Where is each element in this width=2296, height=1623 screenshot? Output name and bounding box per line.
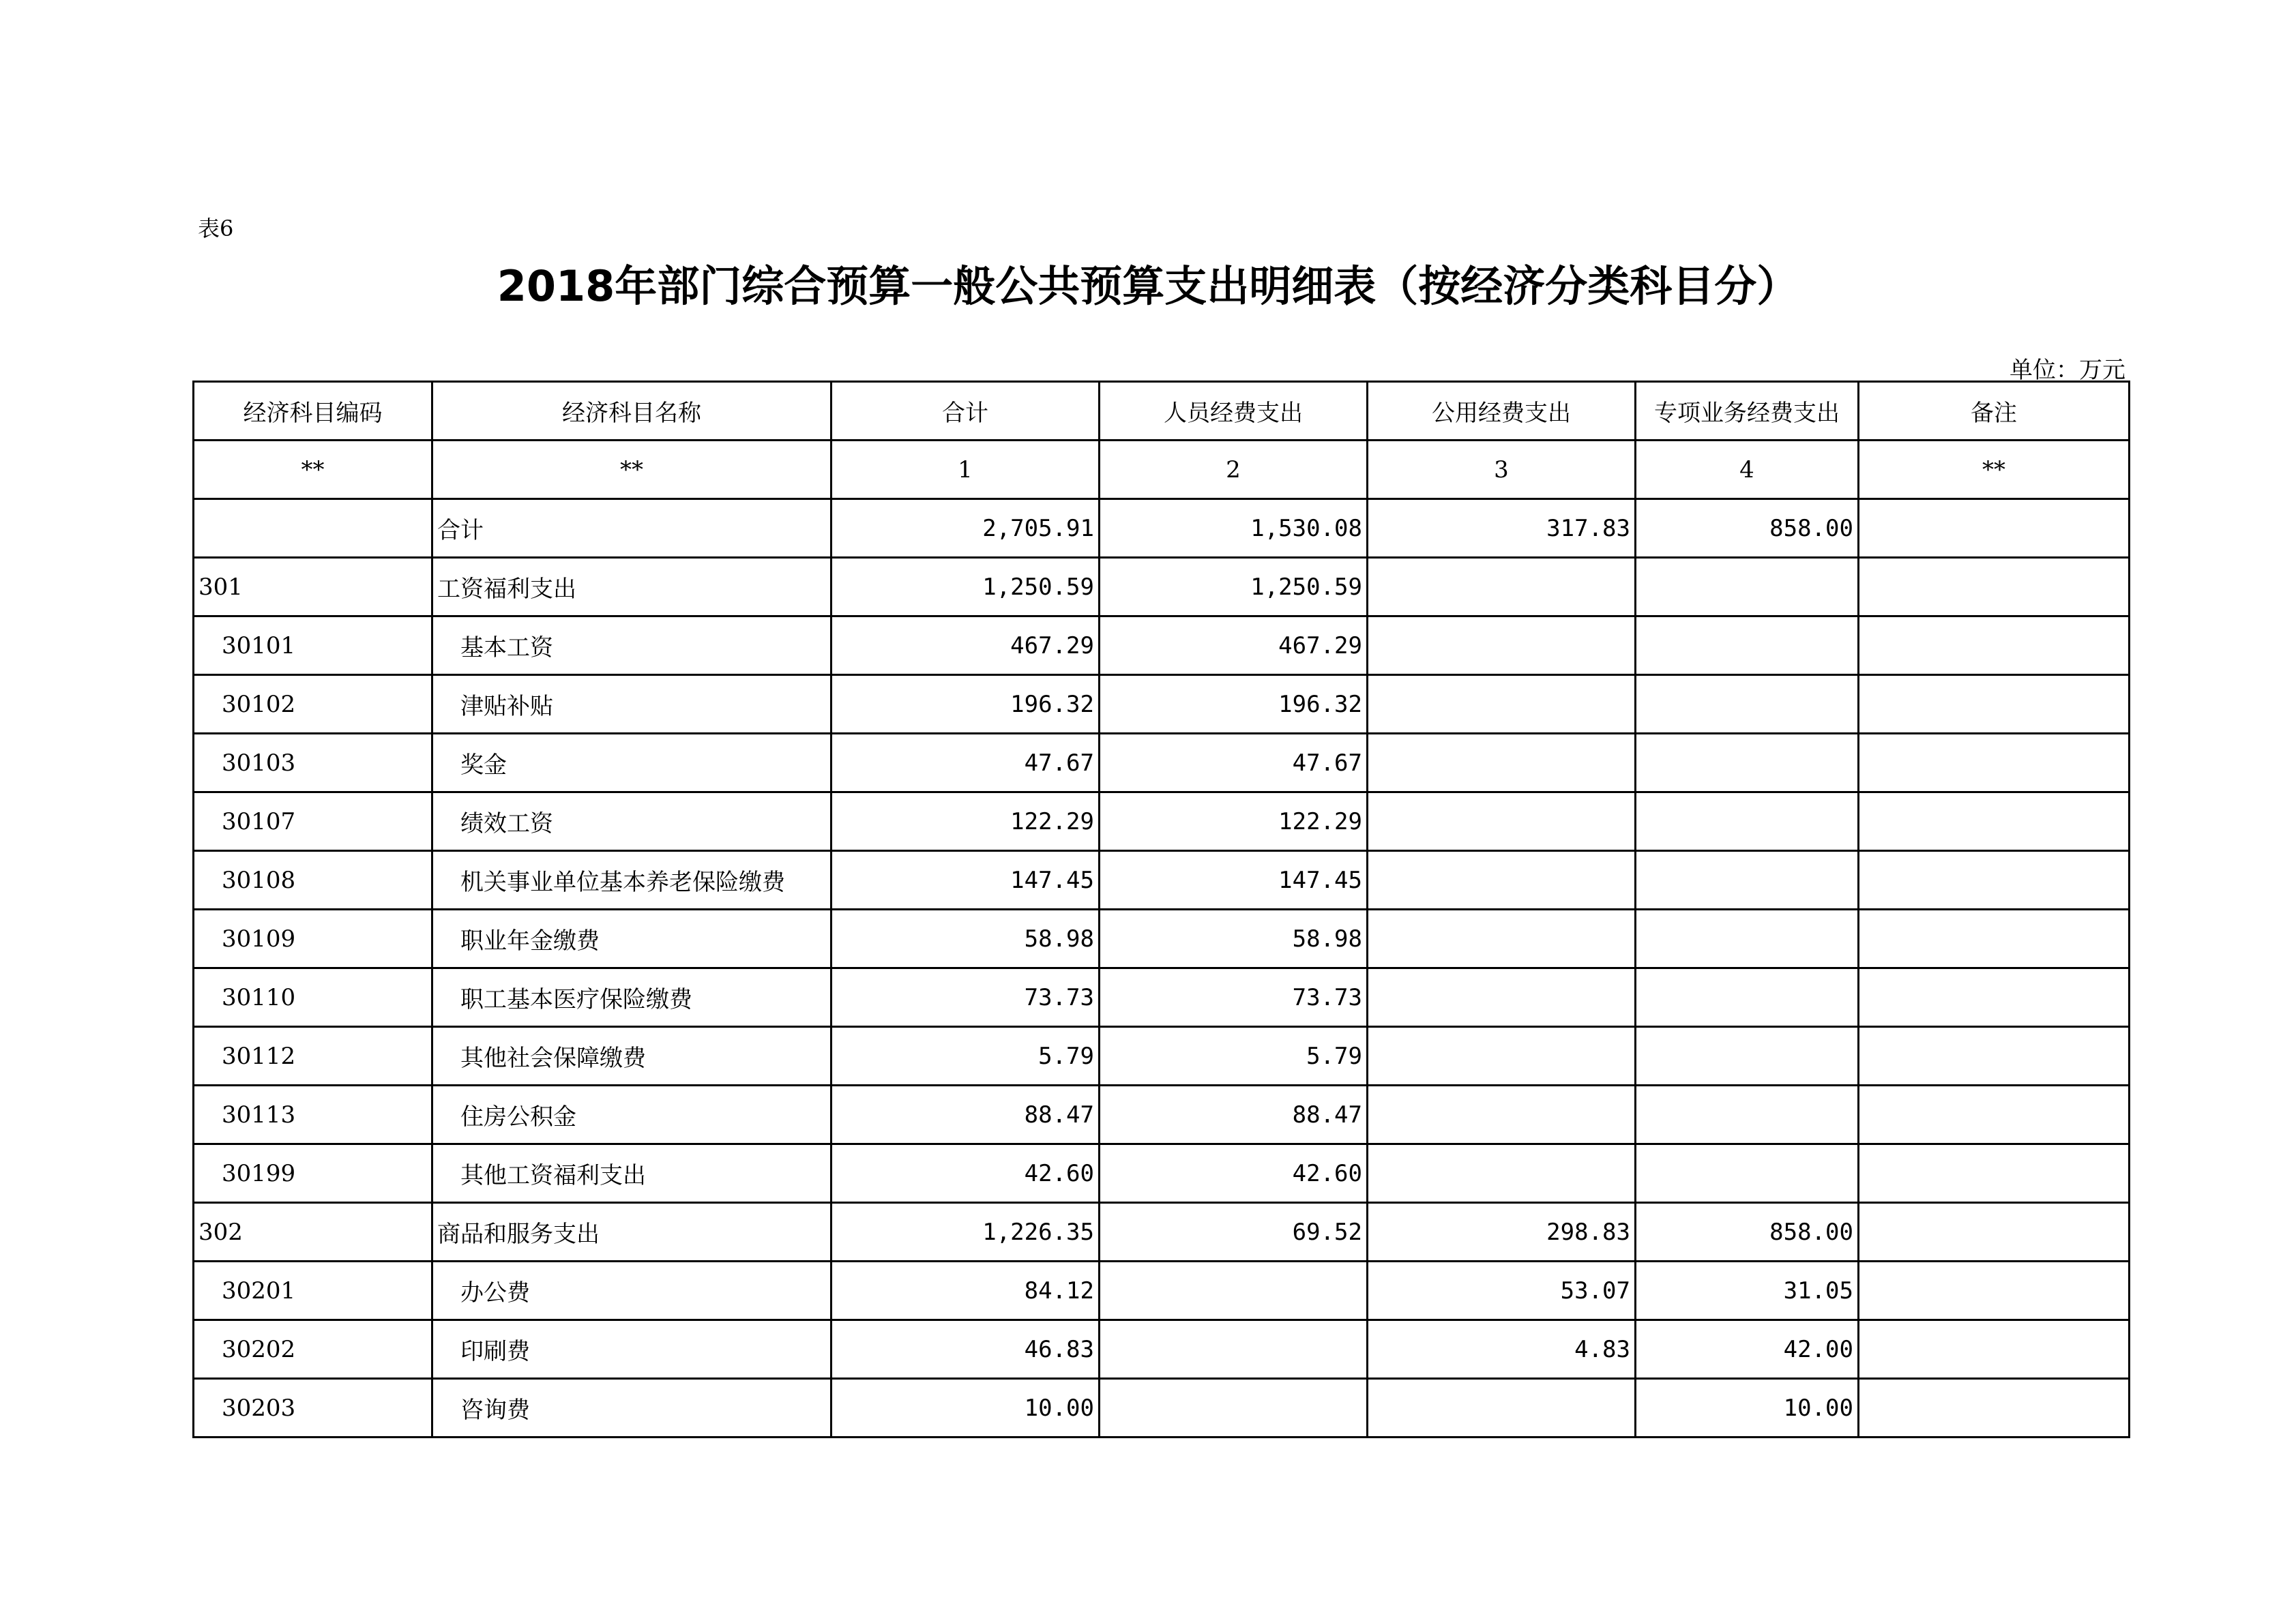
cell-name: 职工基本医疗保险缴费 [432, 968, 831, 1027]
cell-code: 302 [194, 1203, 432, 1262]
cell-personnel [1100, 1262, 1368, 1320]
cell-personnel: 88.47 [1100, 1086, 1368, 1144]
table-row [194, 792, 2130, 851]
cell-personnel: 196.32 [1100, 675, 1368, 734]
table-body [194, 441, 2130, 1438]
cell-name: 合计 [432, 499, 831, 558]
cell-special: 31.05 [1636, 1262, 1859, 1320]
cell-public [1368, 734, 1636, 792]
cell-public: 53.07 [1368, 1262, 1636, 1320]
cell-code: 301 [194, 558, 432, 616]
cell-note [1859, 1320, 2130, 1379]
cell-public [1368, 1027, 1636, 1086]
cell-note [1859, 1203, 2130, 1262]
cell-name: 其他工资福利支出 [432, 1144, 831, 1203]
cell-special [1636, 616, 1859, 675]
cell-special [1636, 558, 1859, 616]
cell-total: 5.79 [831, 1027, 1100, 1086]
cell-special [1636, 851, 1859, 910]
cell-public [1368, 1144, 1636, 1203]
cell-code: 30103 [194, 734, 432, 792]
index-cell: ** [432, 441, 831, 499]
table-row [194, 1320, 2130, 1379]
table-row [194, 1086, 2130, 1144]
cell-note [1859, 499, 2130, 558]
cell-public [1368, 1086, 1636, 1144]
cell-public [1368, 675, 1636, 734]
cell-special: 10.00 [1636, 1379, 1859, 1438]
cell-total: 1,250.59 [831, 558, 1100, 616]
cell-note [1859, 968, 2130, 1027]
cell-note [1859, 851, 2130, 910]
header-total: 合计 [831, 382, 1100, 441]
index-row [194, 441, 2130, 499]
cell-name: 基本工资 [432, 616, 831, 675]
cell-personnel: 1,250.59 [1100, 558, 1368, 616]
cell-note [1859, 1027, 2130, 1086]
cell-total: 73.73 [831, 968, 1100, 1027]
cell-personnel: 122.29 [1100, 792, 1368, 851]
budget-table [192, 381, 2130, 1438]
cell-total: 42.60 [831, 1144, 1100, 1203]
page-title: 2018年部门综合预算一般公共预算支出明细表（按经济分类科目分） [497, 261, 1799, 311]
header-public: 公用经费支出 [1368, 382, 1636, 441]
table-row [194, 675, 2130, 734]
cell-public [1368, 558, 1636, 616]
cell-personnel [1100, 1379, 1368, 1438]
cell-name: 办公费 [432, 1262, 831, 1320]
header-name: 经济科目名称 [432, 382, 831, 441]
cell-total: 147.45 [831, 851, 1100, 910]
cell-code: 30110 [194, 968, 432, 1027]
index-cell: 3 [1368, 441, 1636, 499]
cell-personnel: 47.67 [1100, 734, 1368, 792]
index-cell: 1 [831, 441, 1100, 499]
cell-code: 30109 [194, 910, 432, 968]
cell-personnel: 69.52 [1100, 1203, 1368, 1262]
cell-code: 30108 [194, 851, 432, 910]
header-row [194, 382, 2130, 441]
cell-total: 47.67 [831, 734, 1100, 792]
cell-personnel: 5.79 [1100, 1027, 1368, 1086]
cell-code: 30202 [194, 1320, 432, 1379]
cell-personnel: 42.60 [1100, 1144, 1368, 1203]
cell-name: 咨询费 [432, 1379, 831, 1438]
cell-special [1636, 1086, 1859, 1144]
cell-note [1859, 1086, 2130, 1144]
table-row [194, 968, 2130, 1027]
cell-total: 88.47 [831, 1086, 1100, 1144]
cell-code: 30203 [194, 1379, 432, 1438]
cell-name: 津贴补贴 [432, 675, 831, 734]
table-label: 表6 [198, 215, 234, 241]
cell-total: 84.12 [831, 1262, 1100, 1320]
cell-total: 122.29 [831, 792, 1100, 851]
cell-code: 30199 [194, 1144, 432, 1203]
cell-public [1368, 1379, 1636, 1438]
index-cell: 2 [1100, 441, 1368, 499]
cell-total: 10.00 [831, 1379, 1100, 1438]
table-row [194, 499, 2130, 558]
index-cell: ** [194, 441, 432, 499]
table-row [194, 851, 2130, 910]
index-cell: ** [1859, 441, 2130, 499]
table-row [194, 1203, 2130, 1262]
header-code: 经济科目编码 [194, 382, 432, 441]
cell-special [1636, 1144, 1859, 1203]
cell-public: 298.83 [1368, 1203, 1636, 1262]
table-row [194, 910, 2130, 968]
table-row [194, 1379, 2130, 1438]
cell-public: 317.83 [1368, 499, 1636, 558]
unit-label: 单位：万元 [2010, 357, 2125, 384]
cell-personnel: 1,530.08 [1100, 499, 1368, 558]
cell-personnel: 467.29 [1100, 616, 1368, 675]
cell-note [1859, 558, 2130, 616]
cell-name: 商品和服务支出 [432, 1203, 831, 1262]
cell-personnel: 73.73 [1100, 968, 1368, 1027]
cell-special [1636, 675, 1859, 734]
header-note: 备注 [1859, 382, 2130, 441]
cell-name: 绩效工资 [432, 792, 831, 851]
index-cell: 4 [1636, 441, 1859, 499]
table-row [194, 616, 2130, 675]
cell-special [1636, 1027, 1859, 1086]
cell-special [1636, 734, 1859, 792]
cell-total: 58.98 [831, 910, 1100, 968]
cell-public [1368, 792, 1636, 851]
cell-name: 住房公积金 [432, 1086, 831, 1144]
cell-personnel: 58.98 [1100, 910, 1368, 968]
cell-code: 30107 [194, 792, 432, 851]
table-row [194, 558, 2130, 616]
table-row [194, 1144, 2130, 1203]
cell-special: 858.00 [1636, 1203, 1859, 1262]
cell-note [1859, 1379, 2130, 1438]
cell-name: 机关事业单位基本养老保险缴费 [432, 851, 831, 910]
cell-total: 1,226.35 [831, 1203, 1100, 1262]
header-special: 专项业务经费支出 [1636, 382, 1859, 441]
cell-code [194, 499, 432, 558]
cell-total: 196.32 [831, 675, 1100, 734]
table-row [194, 734, 2130, 792]
cell-code: 30113 [194, 1086, 432, 1144]
cell-public [1368, 851, 1636, 910]
cell-note [1859, 616, 2130, 675]
cell-name: 职业年金缴费 [432, 910, 831, 968]
cell-special [1636, 792, 1859, 851]
cell-public: 4.83 [1368, 1320, 1636, 1379]
cell-public [1368, 910, 1636, 968]
cell-code: 30201 [194, 1262, 432, 1320]
cell-special [1636, 968, 1859, 1027]
cell-special: 858.00 [1636, 499, 1859, 558]
cell-note [1859, 910, 2130, 968]
table-row [194, 1262, 2130, 1320]
cell-name: 印刷费 [432, 1320, 831, 1379]
cell-name: 工资福利支出 [432, 558, 831, 616]
cell-name: 其他社会保障缴费 [432, 1027, 831, 1086]
cell-public [1368, 968, 1636, 1027]
cell-note [1859, 792, 2130, 851]
header-personnel: 人员经费支出 [1100, 382, 1368, 441]
cell-code: 30102 [194, 675, 432, 734]
cell-note [1859, 1262, 2130, 1320]
table-row [194, 1027, 2130, 1086]
cell-name: 奖金 [432, 734, 831, 792]
cell-total: 467.29 [831, 616, 1100, 675]
cell-code: 30112 [194, 1027, 432, 1086]
cell-total: 46.83 [831, 1320, 1100, 1379]
cell-public [1368, 616, 1636, 675]
cell-special [1636, 910, 1859, 968]
cell-note [1859, 1144, 2130, 1203]
cell-note [1859, 675, 2130, 734]
cell-code: 30101 [194, 616, 432, 675]
cell-personnel [1100, 1320, 1368, 1379]
cell-note [1859, 734, 2130, 792]
cell-special: 42.00 [1636, 1320, 1859, 1379]
cell-personnel: 147.45 [1100, 851, 1368, 910]
cell-total: 2,705.91 [831, 499, 1100, 558]
